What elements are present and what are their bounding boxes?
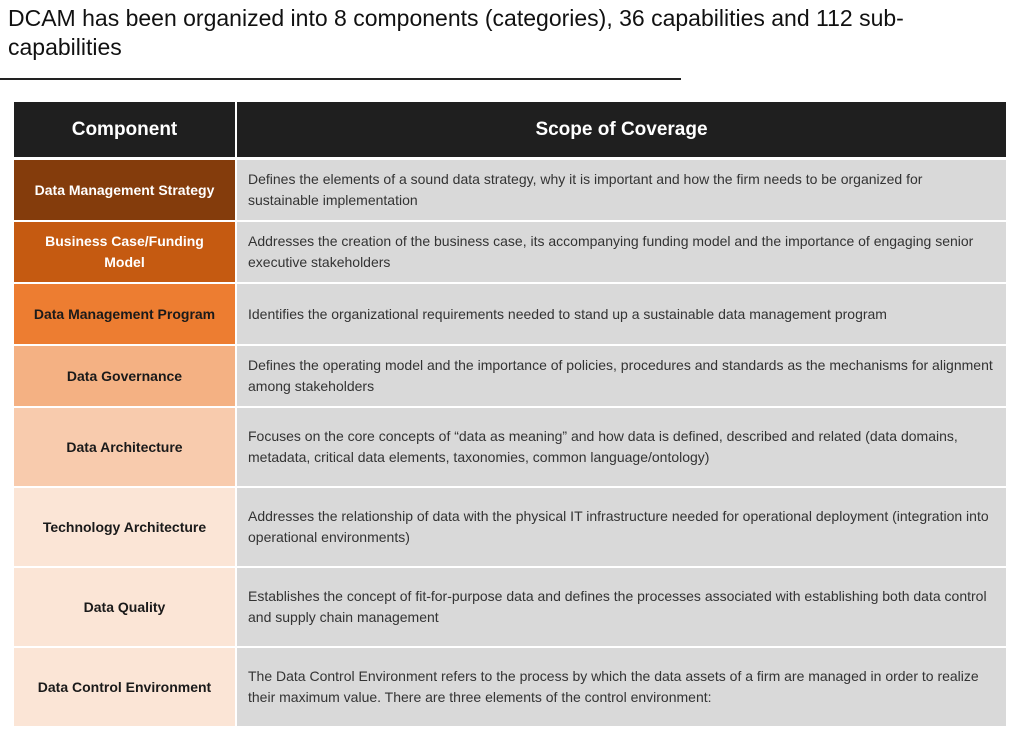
table-row [14, 160, 1006, 222]
component-cell: Data Governance [14, 346, 237, 408]
scope-column-header: Scope of Coverage [237, 102, 1006, 160]
scope-cell: Addresses the creation of the business case, its accompanying funding model and the importance of engaging senior executive stakeholders [237, 222, 1006, 284]
scope-cell: Focuses on the core concepts of “data as meaning” and how data is defined, described and related (data domains, metadata, critical data elements, taxonomies, common language/ontology) [237, 408, 1006, 488]
scope-cell: The Data Control Environment refers to the process by which the data assets of a firm are managed in order to realize their maximum value. There are three elements of the control environment: [237, 648, 1006, 728]
scope-cell: Defines the elements of a sound data strategy, why it is important and how the firm needs to be organized for sustainable implementation [237, 160, 1006, 222]
table-row [14, 346, 1006, 408]
scope-cell: Defines the operating model and the importance of policies, procedures and standards as the mechanisms for alignment among stakeholders [237, 346, 1006, 408]
scope-cell: Establishes the concept of fit-for-purpose data and defines the processes associated with establishing both data control and supply chain management [237, 568, 1006, 648]
table-row [14, 488, 1006, 568]
scope-cell: Identifies the organizational requirements needed to stand up a sustainable data management program [237, 284, 1006, 346]
component-column-header: Component [14, 102, 237, 160]
component-cell: Data Management Program [14, 284, 237, 346]
component-cell: Data Control Environment [14, 648, 237, 728]
table-header-row [14, 102, 1006, 160]
table-row [14, 408, 1006, 488]
component-cell: Data Management Strategy [14, 160, 237, 222]
slide-title: DCAM has been organized into 8 components (categories), 36 capabilities and 112 sub-capabilities [8, 5, 904, 60]
title-underline [0, 78, 681, 80]
component-cell: Technology Architecture [14, 488, 237, 568]
scope-cell: Addresses the relationship of data with the physical IT infrastructure needed for operational deployment (integration into operational environments) [237, 488, 1006, 568]
component-cell: Data Architecture [14, 408, 237, 488]
component-cell: Data Quality [14, 568, 237, 648]
component-cell: Business Case/Funding Model [14, 222, 237, 284]
table-row [14, 222, 1006, 284]
table-row [14, 284, 1006, 346]
dcam-components-table [14, 102, 1006, 728]
table-row [14, 648, 1006, 728]
table-row [14, 568, 1006, 648]
